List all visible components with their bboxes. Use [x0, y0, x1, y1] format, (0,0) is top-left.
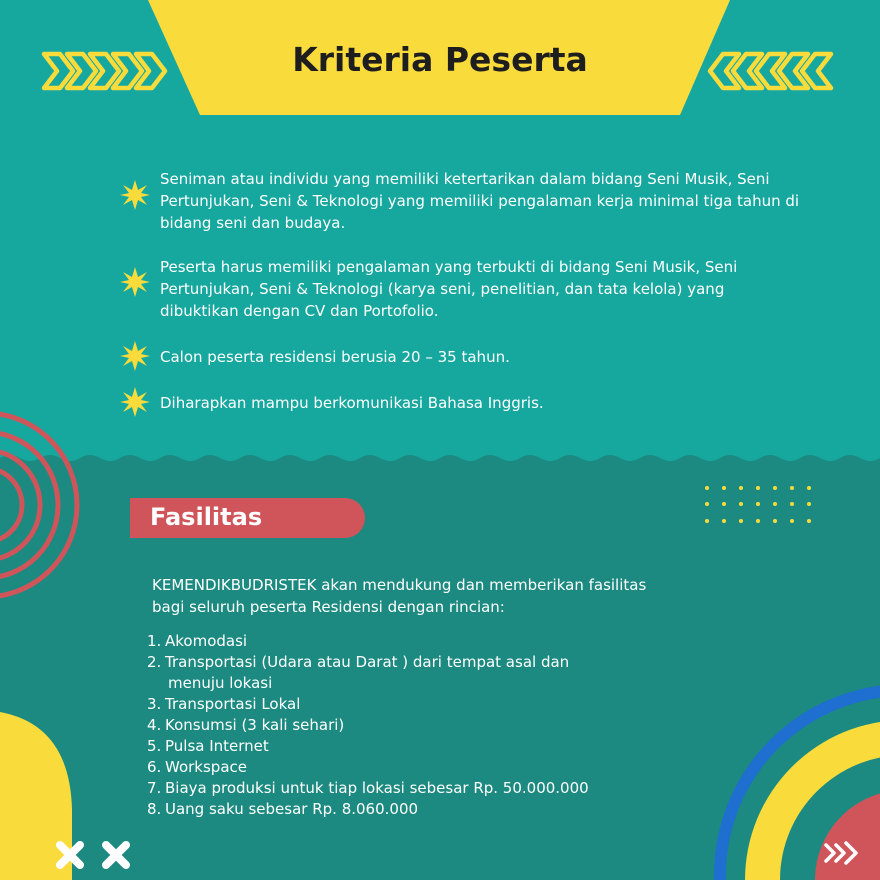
yellow-sparkle-icon	[120, 387, 150, 417]
yellow-sparkle-icon	[120, 180, 150, 210]
list-item: 4. Konsumsi (3 kali sehari)	[147, 716, 345, 734]
facilities-intro: KEMENDIKBUDRISTEK akan mendukung dan memberikan fasilitas bagi seluruh peserta Residensi dengan rincian:	[152, 576, 647, 616]
list-item: 8. Uang saku sebesar Rp. 8.060.000	[147, 800, 419, 818]
criteria-item	[120, 392, 800, 416]
list-item: 1. Akomodasi	[147, 632, 248, 650]
page-title: Kriteria Peserta	[292, 40, 588, 79]
yellow-sparkle-icon	[120, 267, 150, 297]
facilities-heading: Fasilitas	[150, 503, 263, 531]
list-item: 2. Transportasi (Udara atau Darat ) dari tempat asal dan menuju lokasi	[147, 653, 570, 692]
yellow-sparkle-icon	[120, 341, 150, 371]
criteria-item	[120, 256, 800, 326]
facilities-list	[147, 631, 707, 820]
criteria-text: Diharapkan mampu berkomunikasi Bahasa Inggris.	[160, 394, 544, 412]
chevrons-left-icon	[710, 54, 831, 88]
list-item: 7. Biaya produksi untuk tiap lokasi sebesar Rp. 50.000.000	[147, 779, 589, 797]
criteria-text: Peserta harus memiliki pengalaman yang terbukti di bidang Seni Musik, Seni Pertunjukan, Seni & Teknologi (karya seni, penelitian, dan tata kelola) yang dibuktikan dengan CV dan Portofolio.	[160, 258, 738, 320]
list-item: 3. Transportasi Lokal	[147, 695, 301, 713]
list-item: 6. Workspace	[147, 758, 247, 776]
criteria-text: Seniman atau individu yang memiliki ketertarikan dalam bidang Seni Musik, Seni Pertunjukan, Seni & Teknologi yang memiliki pengalaman kerja minimal tiga tahun di bidang seni dan budaya.	[160, 170, 800, 232]
criteria-text: Calon peserta residensi berusia 20 – 35 tahun.	[160, 348, 510, 366]
criteria-item	[120, 346, 800, 370]
chevrons-right-icon	[44, 54, 165, 88]
criteria-item	[120, 168, 800, 238]
list-item: 5. Pulsa Internet	[147, 737, 269, 755]
